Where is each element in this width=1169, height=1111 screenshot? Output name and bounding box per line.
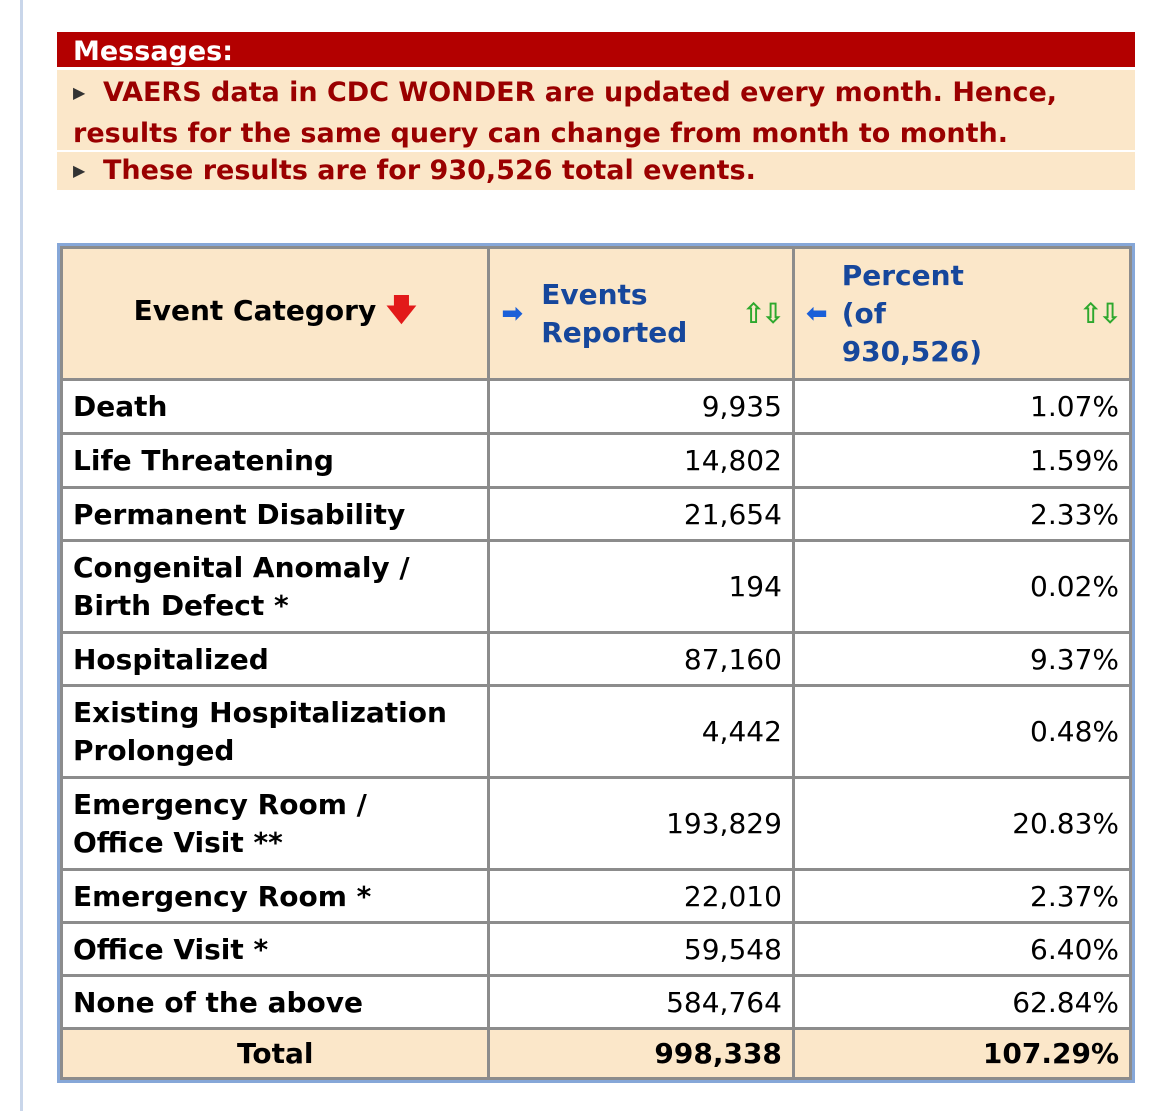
total-events: 998,338 <box>489 1029 793 1079</box>
row-percent: 1.59% <box>793 434 1130 488</box>
row-category: Life Threatening <box>62 434 489 488</box>
header-percent: ⬅ Percent (of 930,526) ⇧⇩ <box>793 248 1130 380</box>
row-events: 14,802 <box>489 434 793 488</box>
table-row <box>62 976 1131 1029</box>
row-events: 22,010 <box>489 870 793 923</box>
messages-panel <box>57 32 1135 192</box>
row-percent: 9.37% <box>793 633 1130 686</box>
header-percent-link[interactable]: Percent <box>841 258 964 292</box>
table-row <box>62 633 1131 686</box>
row-category: Death <box>62 380 489 434</box>
row-percent: 0.02% <box>793 541 1130 633</box>
table-header-row <box>62 248 1131 380</box>
row-category: None of the above <box>62 976 489 1029</box>
row-events: 193,829 <box>489 778 793 870</box>
total-percent: 107.29% <box>793 1029 1130 1079</box>
bullet-triangle-icon: ▶ <box>73 161 86 180</box>
row-category: Hospitalized <box>62 633 489 686</box>
row-events: 87,160 <box>489 633 793 686</box>
table-row <box>62 541 1131 633</box>
sort-toggle-icon[interactable]: ⇧⇩ <box>1079 297 1118 330</box>
total-label: Total <box>62 1029 489 1079</box>
sort-descending-icon[interactable]: 🡇 <box>385 293 417 328</box>
table-row <box>62 434 1131 488</box>
table-row <box>62 488 1131 541</box>
messages-title: Messages: <box>57 32 1135 70</box>
table-row <box>62 686 1131 778</box>
message-update-notice: ▶ VAERS data in CDC WONDER are updated every month. Hence, results for the same query can change from month to month. <box>57 70 1135 152</box>
row-category: Permanent Disability <box>62 488 489 541</box>
results-table <box>57 243 1135 1083</box>
header-event-category: Event Category 🡇 <box>62 248 489 380</box>
row-percent: 2.33% <box>793 488 1130 541</box>
row-events: 4,442 <box>489 686 793 778</box>
row-category: Congenital Anomaly / Birth Defect * <box>62 541 489 633</box>
row-events: 584,764 <box>489 976 793 1029</box>
header-events-link[interactable]: Events <box>541 277 648 311</box>
row-events: 9,935 <box>489 380 793 434</box>
row-percent: 20.83% <box>793 778 1130 870</box>
row-percent: 6.40% <box>793 923 1130 976</box>
pivot-left-arrow-icon[interactable]: ⬅ <box>805 298 828 329</box>
table-row <box>62 380 1131 434</box>
row-percent: 62.84% <box>793 976 1130 1029</box>
row-category: Emergency Room / Office Visit ** <box>62 778 489 870</box>
row-percent: 0.48% <box>793 686 1130 778</box>
page-left-rule <box>20 0 23 1111</box>
pivot-right-arrow-icon[interactable]: ➡ <box>501 298 524 329</box>
message-total-events: ▶ These results are for 930,526 total events. <box>57 152 1135 192</box>
row-events: 59,548 <box>489 923 793 976</box>
row-category: Existing Hospitalization Prolonged <box>62 686 489 778</box>
table-row <box>62 870 1131 923</box>
table-row <box>62 923 1131 976</box>
header-events-reported: ➡ Events Reported ⇧⇩ <box>489 248 793 380</box>
row-events: 21,654 <box>489 488 793 541</box>
table-row <box>62 778 1131 870</box>
row-category: Office Visit * <box>62 923 489 976</box>
row-category: Emergency Room * <box>62 870 489 923</box>
row-events: 194 <box>489 541 793 633</box>
table-total-row <box>62 1029 1131 1079</box>
row-percent: 2.37% <box>793 870 1130 923</box>
sort-toggle-icon[interactable]: ⇧⇩ <box>741 297 781 330</box>
row-percent: 1.07% <box>793 380 1130 434</box>
bullet-triangle-icon: ▶ <box>73 83 86 102</box>
